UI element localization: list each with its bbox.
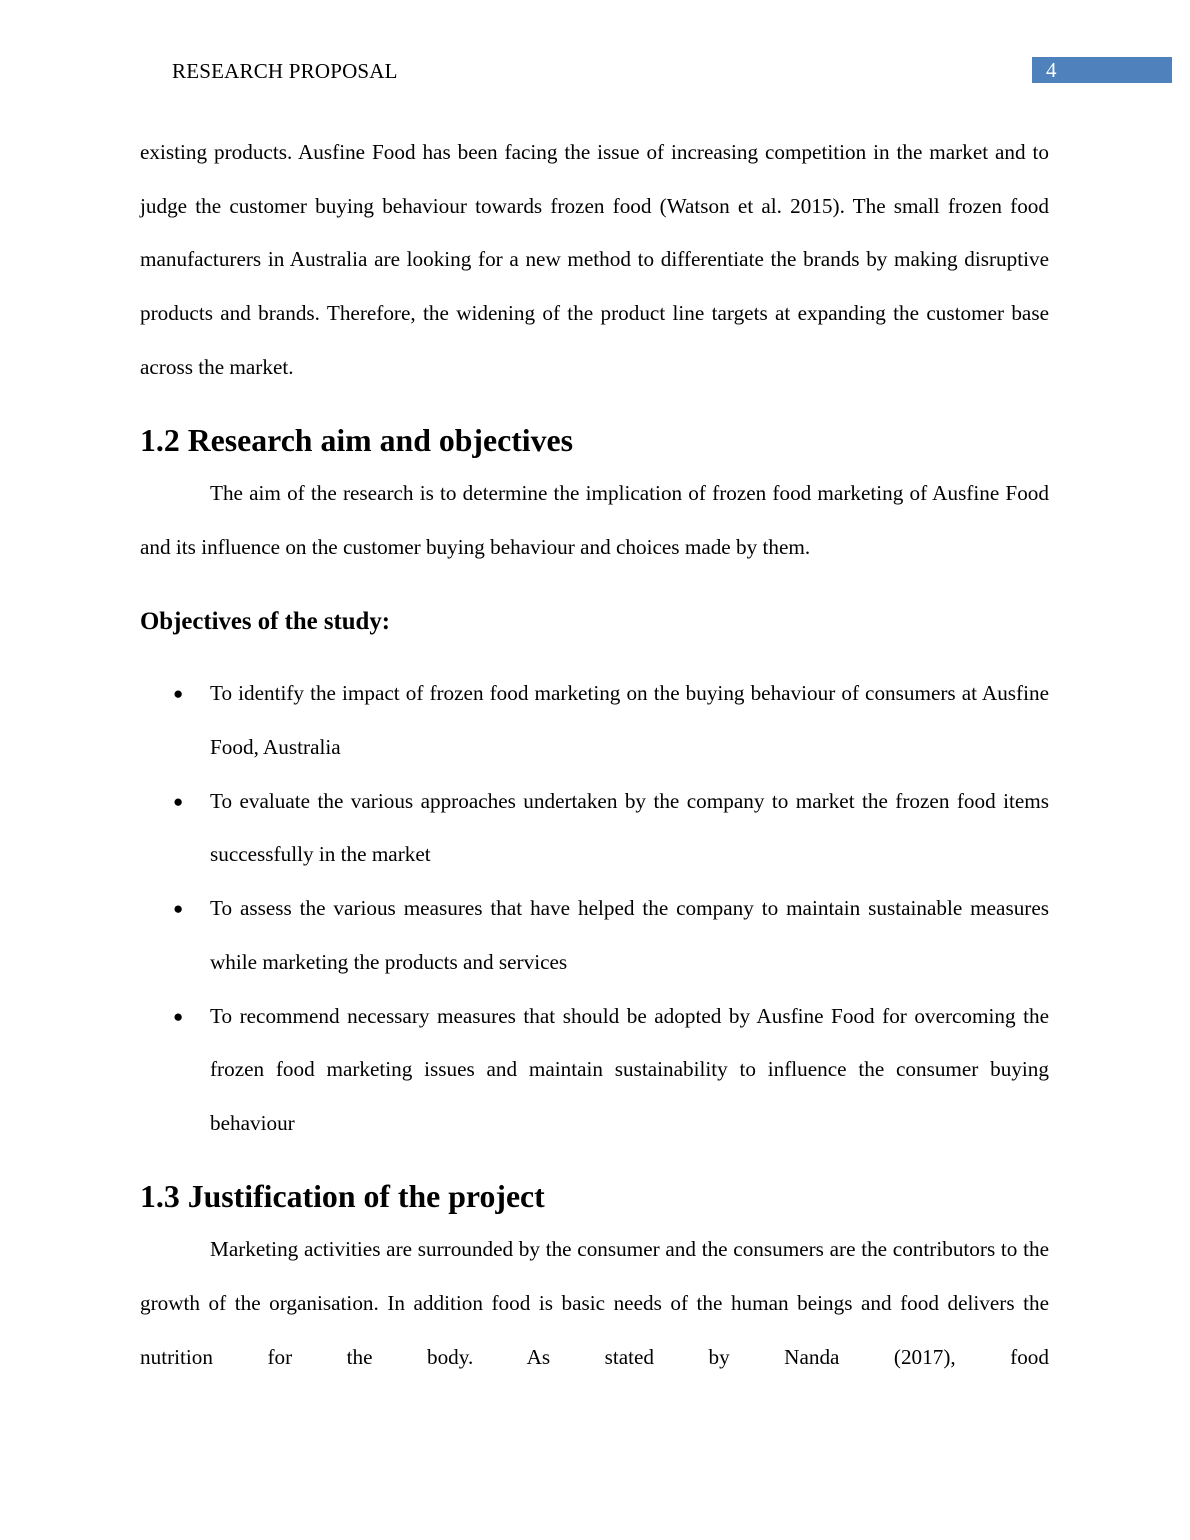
- section-heading-research-aim: 1.2 Research aim and objectives: [140, 422, 574, 458]
- objective-item: [173, 667, 1049, 774]
- objective-text: To evaluate the various approaches undertaken by the company to market the frozen food items successfully in the market: [210, 788, 1049, 867]
- aim-paragraph: The aim of the research is to determine the implication of frozen food marketing of Ausfine Food and its influence on the customer buying behaviour and choices made by them.: [140, 481, 1049, 559]
- bullet-icon: ●: [173, 899, 184, 919]
- intro-paragraph: existing products. Ausfine Food has been facing the issue of increasing competition in the market and to judge the customer buying behaviour towards frozen food (Watson et al. 2015). The small frozen food manufacturers in Australia are looking for a new method to differentiate the brands by making disruptive products and brands. Therefore, the widening of the product line targets at expanding the customer base across the market.: [140, 140, 1049, 379]
- section-heading-justification: 1.3 Justification of the project: [140, 1178, 545, 1214]
- bullet-icon: ●: [173, 1006, 184, 1026]
- objective-text: To recommend necessary measures that should be adopted by Ausfine Food for overcoming the frozen food marketing issues and maintain sustainability to influence the consumer buying behaviour: [210, 1003, 1049, 1135]
- objective-item: [173, 882, 1049, 989]
- running-header-title: RESEARCH PROPOSAL: [172, 59, 398, 83]
- page-number-badge: [1032, 57, 1172, 83]
- objective-text: To assess the various measures that have helped the company to maintain sustainable measures while marketing the products and services: [210, 896, 1049, 974]
- justification-paragraph: Marketing activities are surrounded by the consumer and the consumers are the contributors to the growth of the organisation. In addition food is basic needs of the human beings and food delivers the nutrition for the body. As stated by Nanda (2017), food: [140, 1237, 1049, 1369]
- document-body: [140, 126, 1049, 1384]
- page-number: 4: [1046, 58, 1057, 82]
- objective-text: To identify the impact of frozen food marketing on the buying behaviour of consumers at Ausfine Food, Australia: [210, 681, 1049, 760]
- bullet-icon: ●: [173, 791, 184, 811]
- objectives-heading: Objectives of the study:: [140, 607, 391, 635]
- bullet-icon: ●: [173, 684, 184, 704]
- objective-item: [173, 775, 1049, 882]
- objective-item: [173, 990, 1049, 1151]
- objectives-list: [140, 667, 1049, 1150]
